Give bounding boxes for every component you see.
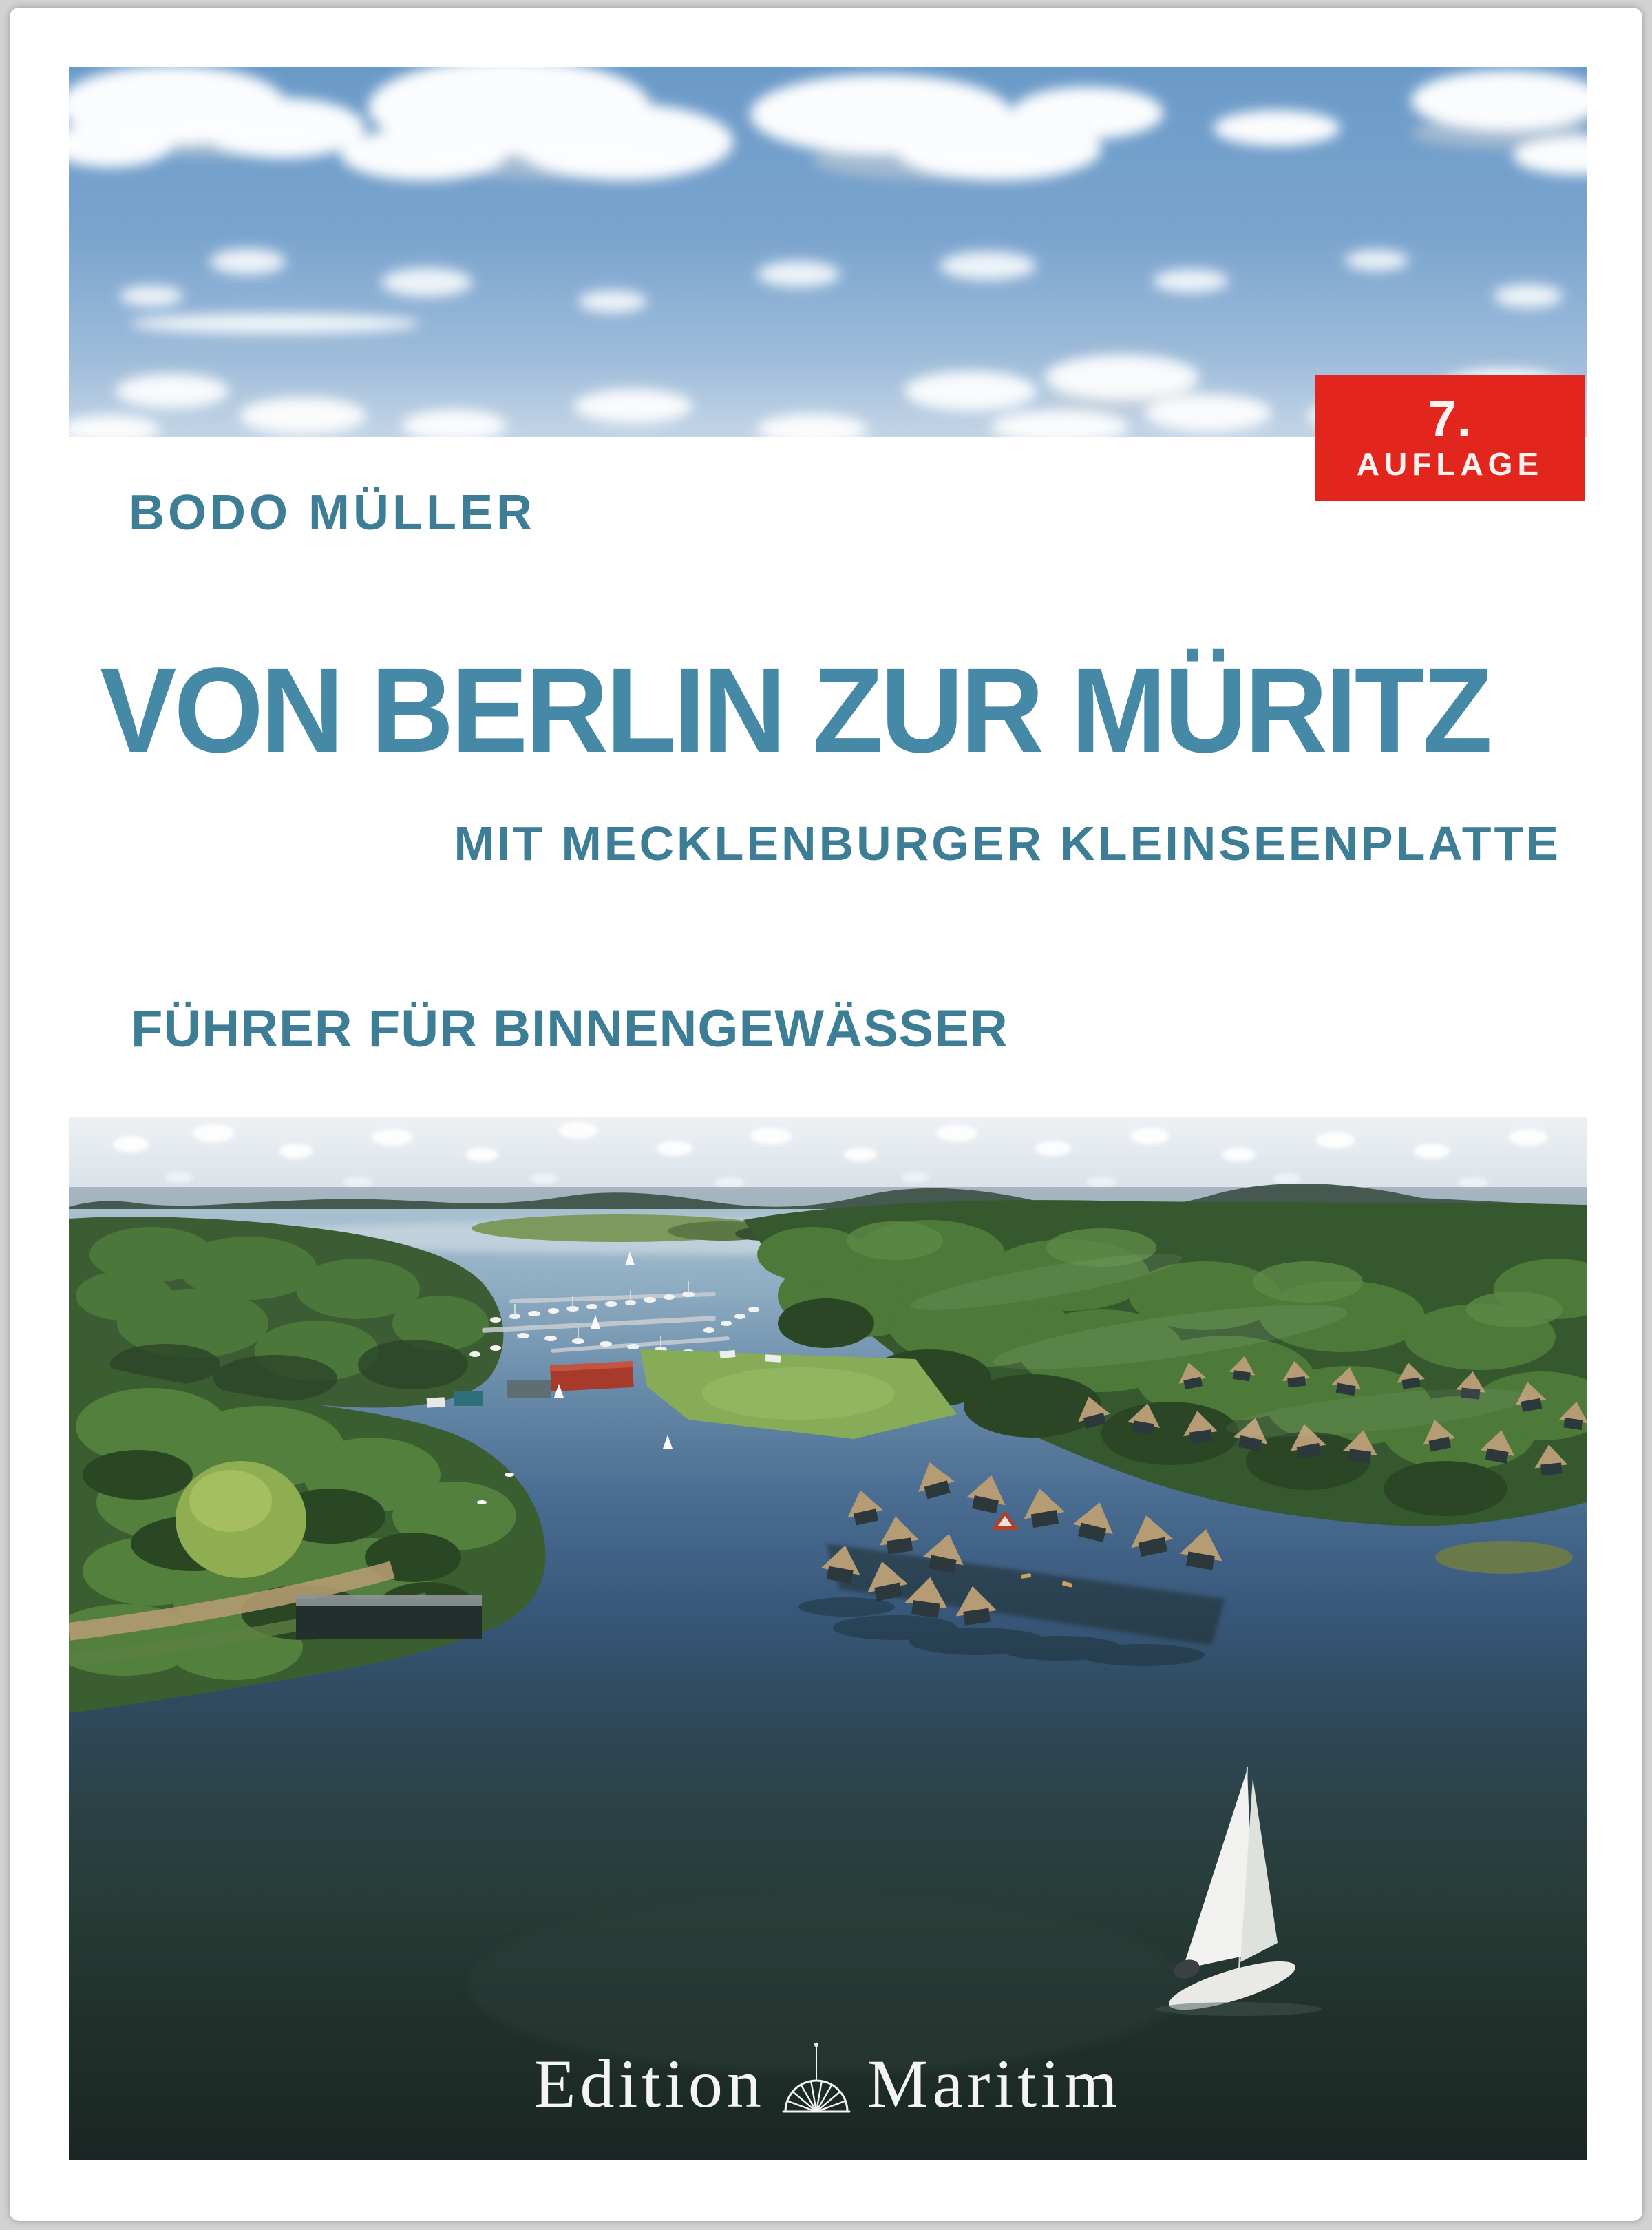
- series-title: FÜHRER FÜR BINNENGEWÄSSER: [131, 1000, 1008, 1058]
- publisher-name-edition: Edition: [533, 2045, 765, 2122]
- author-name: BODO MÜLLER: [129, 485, 536, 540]
- publisher-name-maritim: Maritim: [867, 2045, 1122, 2122]
- book-subtitle: MIT MECKLENBURGER KLEINSEENPLATTE: [454, 817, 1561, 870]
- edition-label: AUFLAGE: [1356, 446, 1544, 483]
- edition-badge: [1315, 375, 1585, 501]
- edition-number: 7.: [1428, 390, 1472, 448]
- lake-photo: [69, 1117, 1587, 2160]
- cover-page: [10, 8, 1642, 2221]
- lake-illustration: [69, 1117, 1587, 2160]
- book-title: VON BERLIN ZUR MÜRITZ: [100, 643, 1490, 778]
